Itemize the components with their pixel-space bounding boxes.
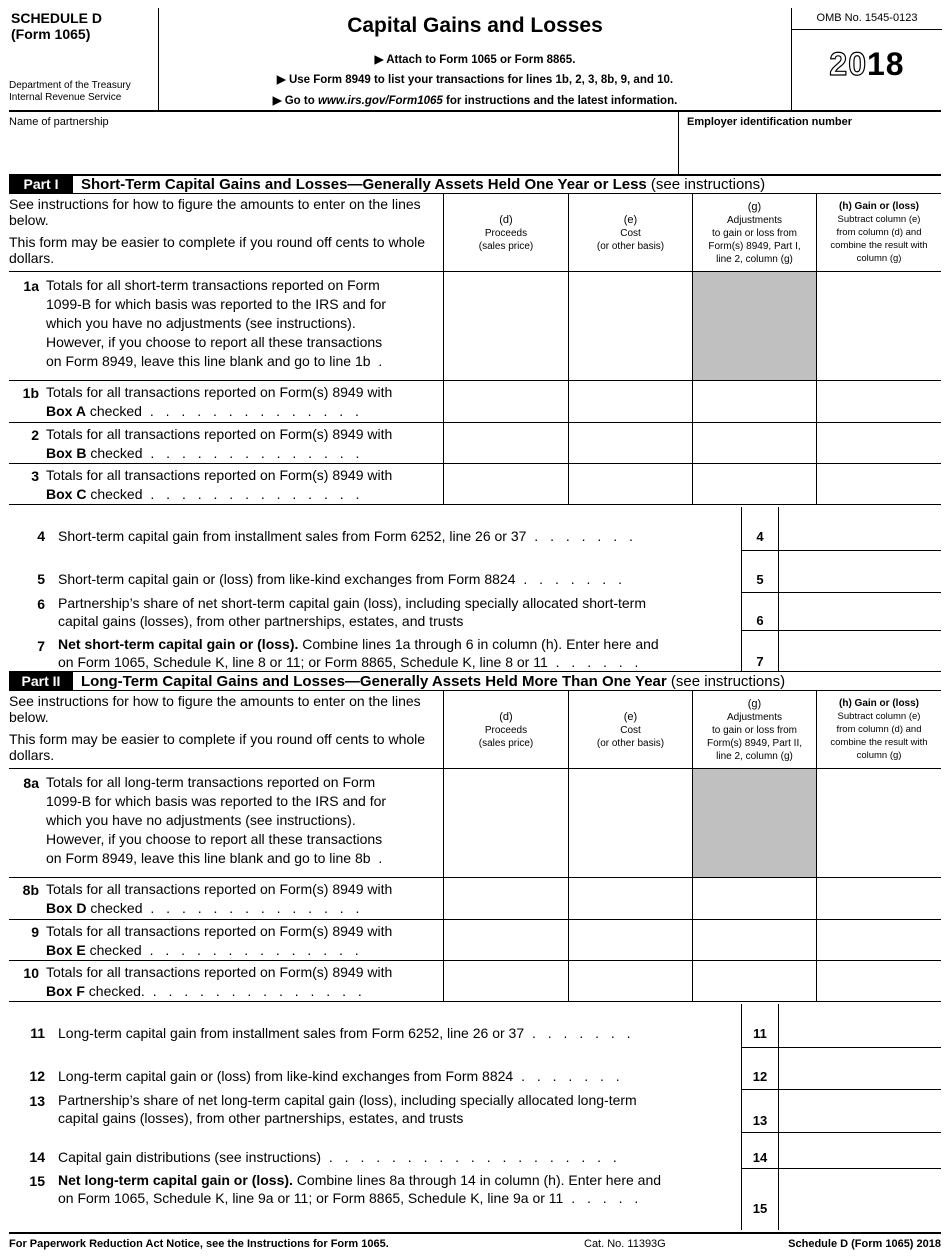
- desc-line: 1099-B for which basis was reported to the IRS and for: [46, 296, 387, 312]
- line-9-proceeds-field[interactable]: [443, 920, 568, 960]
- line-number: 10: [23, 965, 39, 981]
- line-1a-adjustments-shaded: [692, 272, 816, 380]
- line-8a-gain-field[interactable]: [816, 769, 941, 877]
- form-title: Capital Gains and Losses: [347, 14, 603, 37]
- form-8949-instruction: ▶ Use Form 8949 to list your transactions for lines 1b, 2, 3, 8b, 9, and 10.: [276, 74, 674, 86]
- tax-year: [792, 46, 942, 83]
- partnership-name-field[interactable]: [9, 130, 678, 176]
- line-1b-cost-field[interactable]: [568, 381, 692, 422]
- part1-col-h: [816, 194, 941, 272]
- year-solid: 18: [867, 46, 905, 82]
- line-number: 4: [37, 528, 45, 544]
- line-5-row: [9, 551, 941, 593]
- line-14-description: [58, 1148, 748, 1166]
- schedule-id: [11, 10, 156, 42]
- desc-line: [58, 1171, 748, 1189]
- line-15-label-box: 15: [741, 1169, 779, 1230]
- line-number: 8b: [22, 882, 39, 898]
- desc-text: Long-term capital gain from installment sales from Form 6252, line 26 or 37: [58, 1025, 525, 1041]
- line-3-adjustments-field[interactable]: [692, 464, 816, 504]
- line-14-amount-field[interactable]: [779, 1133, 941, 1169]
- desc-text: on Form 1065, Schedule K, line 8 or 11; or Form 8865, Schedule K, line 8 or 11: [58, 654, 548, 670]
- line-1a-description: [46, 276, 438, 371]
- box-label: Box A: [46, 403, 86, 419]
- desc-line: [58, 1189, 748, 1207]
- desc-line: Totals for all transactions reported on Form(s) 8949 with: [46, 467, 393, 483]
- desc-line: [58, 653, 748, 671]
- ein-field[interactable]: [679, 130, 942, 176]
- leader-dots: . . . . . . . . . . . . . . . . . . .: [321, 1149, 621, 1165]
- line-3-gain-field[interactable]: [816, 464, 941, 504]
- line-13-description: [58, 1091, 748, 1127]
- part1-title-note: (see instructions): [646, 176, 766, 193]
- desc-text: Combine lines 8a through 14 in column (h). Enter here and: [292, 1172, 662, 1188]
- line-3-cost-field[interactable]: [568, 464, 692, 504]
- col-d-title: (d): [499, 213, 513, 226]
- line-4-description: [58, 527, 748, 545]
- col-h-sub4: column (g): [856, 750, 902, 761]
- part2-header: [9, 671, 941, 691]
- agency: [9, 80, 159, 104]
- col-d-sub1: Proceeds: [484, 724, 528, 736]
- form-header: [9, 8, 941, 112]
- col-h-title: (h) Gain or (loss): [839, 698, 919, 709]
- line-1a-proceeds-field[interactable]: [443, 272, 568, 380]
- col-h-sub4: column (g): [856, 253, 902, 264]
- line-15-row: [9, 1169, 941, 1230]
- col-h-sub3: combine the result with: [830, 240, 928, 251]
- line-8a-cost-field[interactable]: [568, 769, 692, 877]
- col-e-sub2: (or other basis): [596, 737, 665, 749]
- line-1b-row: [9, 381, 941, 423]
- line-10-cost-field[interactable]: [568, 961, 692, 1001]
- col-g-sub1: Adjustments: [726, 214, 783, 226]
- col-g-sub2: to gain or loss from: [711, 724, 798, 736]
- line-10-description: [46, 963, 438, 1001]
- part1-title-bold: Short-Term Capital Gains and Losses—Generally Assets Held One Year or Less: [81, 176, 647, 193]
- part1-instructions: [9, 196, 437, 272]
- desc-line: [58, 635, 748, 653]
- part1-badge: Part I: [9, 175, 73, 194]
- box-label: Box C: [46, 486, 87, 502]
- line-1b-proceeds-field[interactable]: [443, 381, 568, 422]
- line-2-gain-field[interactable]: [816, 423, 941, 463]
- line-10-adjustments-field[interactable]: [692, 961, 816, 1001]
- line-2-adjustments-field[interactable]: [692, 423, 816, 463]
- leader-dots: . . . . . . .: [515, 571, 626, 587]
- line-1a-cost-field[interactable]: [568, 272, 692, 380]
- leader-dots: . . . . . . .: [513, 1068, 624, 1084]
- line-4-row: [9, 507, 941, 551]
- part1-header: [9, 174, 941, 194]
- col-h-title: (h) Gain or (loss): [839, 201, 919, 212]
- col-h-sub1: Subtract column (e): [837, 711, 921, 722]
- form-id-block: [9, 8, 159, 112]
- desc-line: capital gains (losses), from other partnerships, estates, and trusts: [58, 613, 464, 629]
- part2-instructions: [9, 693, 437, 769]
- line-number: 2: [31, 427, 39, 443]
- schedule-name: SCHEDULE D: [11, 10, 103, 26]
- line-8b-description: [46, 880, 438, 918]
- line-8b-cost-field[interactable]: [568, 878, 692, 919]
- line-11-description: [58, 1024, 748, 1042]
- desc-text: checked: [86, 486, 143, 502]
- desc-line: [46, 485, 438, 504]
- col-g-sub3: Form(s) 8949, Part I,: [708, 240, 801, 252]
- desc-line: 1099-B for which basis was reported to the IRS and for: [46, 793, 387, 809]
- desc-text: Short-term capital gain or (loss) from like-kind exchanges from Form 8824: [58, 571, 516, 587]
- line-number: 5: [37, 571, 45, 587]
- line-7-description: [58, 635, 748, 671]
- line-8b-proceeds-field[interactable]: [443, 878, 568, 919]
- desc-line: Partnership’s share of net long-term capital gain (loss), including specially allocated long-term: [58, 1092, 637, 1108]
- leader-dots: . . . . . . . . . . . . . .: [141, 403, 363, 419]
- leader-dots: . . . . .: [563, 1190, 643, 1206]
- line-number: 15: [29, 1173, 45, 1189]
- line-13-row: [9, 1090, 941, 1133]
- line-12-description: [58, 1067, 748, 1085]
- line-9-gain-field[interactable]: [816, 920, 941, 960]
- line-1b-adjustments-field[interactable]: [692, 381, 816, 422]
- line-1b-description: [46, 383, 438, 421]
- website-post: for instructions and the latest information.: [442, 95, 678, 107]
- line-8a-row: [9, 769, 941, 878]
- col-d-title: (d): [499, 710, 513, 723]
- part2-title-note: (see instructions): [666, 673, 786, 690]
- line-9-row: [9, 920, 941, 961]
- desc-bold: Net long-term capital gain or (loss).: [58, 1172, 293, 1188]
- line-1a-row: [9, 272, 941, 381]
- ein-label: Employer identification number: [687, 116, 853, 128]
- partnership-name-label: Name of partnership: [9, 116, 109, 128]
- ein-block: [678, 112, 941, 176]
- desc-line: Totals for all transactions reported on Form(s) 8949 with: [46, 426, 393, 442]
- form-number: (Form 1065): [11, 26, 91, 42]
- part2-instr-1: See instructions for how to figure the amounts to enter on the lines below.: [9, 693, 421, 725]
- line-6-row: [9, 593, 941, 631]
- part1-column-headings: [9, 194, 941, 272]
- line-10-proceeds-field[interactable]: [443, 961, 568, 1001]
- part1-instr-2: This form may be easier to complete if you round off cents to whole dollars.: [9, 234, 426, 266]
- part1-col-d: [443, 194, 568, 272]
- line-number: 6: [37, 596, 45, 612]
- line-2-description: [46, 425, 438, 463]
- part2-badge: Part II: [9, 672, 73, 691]
- line-number: 9: [31, 924, 39, 940]
- line-6-description: [58, 594, 748, 630]
- form-footer-id: Schedule D (Form 1065) 2018: [788, 1238, 941, 1250]
- line-7-label-box: 7: [741, 631, 779, 671]
- year-outline: 20: [829, 46, 867, 82]
- col-h-sub2: from column (d) and: [836, 227, 922, 238]
- line-number: 7: [37, 638, 45, 654]
- col-d-sub2: (sales price): [478, 737, 534, 749]
- part2-title-bold: Long-Term Capital Gains and Losses—Generally Assets Held More Than One Year: [81, 673, 667, 690]
- desc-line: Totals for all transactions reported on Form(s) 8949 with: [46, 923, 393, 939]
- part2-col-h: [816, 691, 941, 769]
- col-g-sub1: Adjustments: [726, 711, 783, 723]
- website-link[interactable]: www.irs.gov/Form1065: [317, 95, 443, 107]
- desc-text: Long-term capital gain or (loss) from like-kind exchanges from Form 8824: [58, 1068, 514, 1084]
- part1-instr-1: See instructions for how to figure the amounts to enter on the lines below.: [9, 196, 421, 228]
- line-3-row: [9, 464, 941, 505]
- line-9-description: [46, 922, 438, 960]
- desc-line: Totals for all transactions reported on Form(s) 8949 with: [46, 384, 393, 400]
- line-8a-proceeds-field[interactable]: [443, 769, 568, 877]
- line-5-amount-field[interactable]: [779, 551, 941, 593]
- line-3-description: [46, 466, 438, 504]
- agency-irs: Internal Revenue Service: [9, 92, 122, 103]
- desc-line: [46, 899, 438, 918]
- desc-text: checked: [86, 445, 143, 461]
- line-6-label-box: 6: [741, 593, 779, 631]
- desc-text: on Form 1065, Schedule K, line 9a or 11; or Form 8865, Schedule K, line 9a or 11: [58, 1190, 564, 1206]
- line-12-row: [9, 1048, 941, 1090]
- catalog-number: Cat. No. 11393G: [584, 1238, 666, 1250]
- desc-line: Totals for all transactions reported on Form(s) 8949 with: [46, 881, 393, 897]
- omb-year-block: [791, 8, 941, 112]
- line-number: 12: [29, 1068, 45, 1084]
- line-1b-gain-field[interactable]: [816, 381, 941, 422]
- line-8a-adjustments-shaded: [692, 769, 816, 877]
- line-14-label-box: 14: [741, 1133, 779, 1169]
- desc-line: [46, 352, 438, 371]
- line-number: 14: [29, 1149, 45, 1165]
- desc-text: Capital gain distributions (see instructions): [58, 1149, 322, 1165]
- desc-line: [46, 849, 438, 868]
- line-5-label-box: 5: [741, 551, 779, 593]
- leader-dots: . . . . . .: [547, 654, 643, 670]
- desc-line: [46, 444, 438, 463]
- identification-row: [9, 112, 941, 176]
- part2-col-g: [692, 691, 816, 769]
- line-8b-gain-field[interactable]: [816, 878, 941, 919]
- desc-line: However, if you choose to report all these transactions: [46, 334, 383, 350]
- desc-line: [46, 982, 438, 1001]
- leader-dots: . . . . . . .: [524, 1025, 635, 1041]
- line-9-adjustments-field[interactable]: [692, 920, 816, 960]
- line-10-gain-field[interactable]: [816, 961, 941, 1001]
- line-1a-gain-field[interactable]: [816, 272, 941, 380]
- desc-line: [46, 402, 438, 421]
- col-g-sub4: line 2, column (g): [716, 750, 793, 762]
- desc-text: on Form 8949, leave this line blank and go to line 1b: [46, 353, 371, 369]
- desc-text: checked: [85, 942, 142, 958]
- desc-text: checked: [86, 900, 143, 916]
- line-number: 1a: [23, 278, 39, 294]
- line-8a-description: [46, 773, 438, 868]
- desc-line: Totals for all transactions reported on Form(s) 8949 with: [46, 964, 393, 980]
- line-11-row: [9, 1004, 941, 1048]
- line-15-amount-field[interactable]: [779, 1169, 941, 1230]
- desc-line: capital gains (losses), from other partnerships, estates, and trusts: [58, 1110, 464, 1126]
- form-title-block: [159, 8, 791, 112]
- desc-text: Combine lines 1a through 6 in column (h). Enter here and: [298, 636, 659, 652]
- col-g-sub4: line 2, column (g): [716, 253, 793, 265]
- form-footer: [9, 1232, 941, 1252]
- leader-dots: . . . . . . .: [526, 528, 637, 544]
- box-label: Box E: [46, 942, 86, 958]
- col-h-sub1: Subtract column (e): [837, 214, 921, 225]
- col-e-title: (e): [623, 710, 638, 723]
- part2-column-headings: [9, 691, 941, 769]
- col-h-sub2: from column (d) and: [836, 724, 922, 735]
- col-g-title: (g): [747, 697, 762, 710]
- desc-line: Partnership’s share of net short-term capital gain (loss), including specially allocated short-term: [58, 595, 647, 611]
- line-4-amount-field[interactable]: [779, 507, 941, 551]
- part2-col-d: [443, 691, 568, 769]
- desc-line: Totals for all long-term transactions reported on Form: [46, 774, 376, 790]
- line-number: 3: [31, 468, 39, 484]
- omb-number: OMB No. 1545-0123: [792, 12, 942, 30]
- line-8b-row: [9, 878, 941, 920]
- line-6-amount-field[interactable]: [779, 593, 941, 631]
- part2-title: [81, 673, 785, 690]
- line-4-label-box: 4: [741, 507, 779, 551]
- line-3-proceeds-field[interactable]: [443, 464, 568, 504]
- col-d-sub2: (sales price): [478, 240, 534, 252]
- line-11-label-box: 11: [741, 1004, 779, 1048]
- line-12-label-box: 12: [741, 1048, 779, 1090]
- box-label: Box D: [46, 900, 87, 916]
- line-number: 13: [29, 1093, 45, 1109]
- desc-line: which you have no adjustments (see instructions).: [46, 812, 356, 828]
- col-g-sub2: to gain or loss from: [711, 227, 798, 239]
- line-14-row: [9, 1133, 941, 1169]
- col-g-sub3: Form(s) 8949, Part II,: [706, 737, 803, 749]
- desc-line: which you have no adjustments (see instructions).: [46, 315, 356, 331]
- desc-text: checked: [85, 403, 142, 419]
- part1-col-g: [692, 194, 816, 272]
- desc-line: However, if you choose to report all these transactions: [46, 831, 383, 847]
- part2-col-e: [568, 691, 692, 769]
- col-e-title: (e): [623, 213, 638, 226]
- desc-text: on Form 8949, leave this line blank and go to line 8b: [46, 850, 371, 866]
- line-number: 11: [30, 1025, 45, 1041]
- line-9-cost-field[interactable]: [568, 920, 692, 960]
- desc-text: checked.: [84, 983, 145, 999]
- col-h-sub3: combine the result with: [830, 737, 928, 748]
- website-pre: ▶ Go to: [272, 95, 318, 107]
- desc-line: Totals for all short-term transactions reported on Form: [46, 277, 380, 293]
- leader-dots: . . . . . . . . . . . . . .: [142, 445, 364, 461]
- leader-dots: . . . . . . . . . . . . . .: [141, 942, 363, 958]
- col-e-sub2: (or other basis): [596, 240, 665, 252]
- line-7-row: [9, 631, 941, 671]
- leader-dots: .: [370, 353, 387, 369]
- leader-dots: . . . . . . . . . . . . . .: [142, 486, 364, 502]
- leader-dots: . . . . . . . . . . . . . .: [142, 900, 364, 916]
- website-instruction: [159, 93, 791, 107]
- line-number: 1b: [22, 385, 39, 401]
- line-15-description: [58, 1171, 748, 1207]
- line-11-amount-field[interactable]: [779, 1004, 941, 1048]
- box-label: Box F: [46, 983, 85, 999]
- col-e-sub1: Cost: [620, 227, 641, 239]
- line-10-row: [9, 961, 941, 1002]
- line-13-amount-field[interactable]: [779, 1090, 941, 1133]
- line-2-row: [9, 423, 941, 464]
- part1-title: [81, 176, 765, 193]
- line-2-proceeds-field[interactable]: [443, 423, 568, 463]
- paperwork-notice: For Paperwork Reduction Act Notice, see the Instructions for Form 1065.: [9, 1238, 389, 1250]
- line-7-amount-field[interactable]: [779, 631, 941, 671]
- col-d-sub1: Proceeds: [484, 227, 528, 239]
- col-e-sub1: Cost: [620, 724, 641, 736]
- col-g-title: (g): [747, 200, 762, 213]
- part1-col-e: [568, 194, 692, 272]
- leader-dots: .: [370, 850, 387, 866]
- line-2-cost-field[interactable]: [568, 423, 692, 463]
- leader-dots: . . . . . . . . . . . . . .: [144, 983, 366, 999]
- box-label: Box B: [46, 445, 87, 461]
- desc-bold: Net short-term capital gain or (loss).: [58, 636, 299, 652]
- agency-dept: Department of the Treasury: [9, 80, 131, 91]
- line-5-description: [58, 570, 748, 588]
- line-number: 8a: [23, 775, 39, 791]
- part2-instr-2: This form may be easier to complete if you round off cents to whole dollars.: [9, 731, 426, 763]
- line-12-amount-field[interactable]: [779, 1048, 941, 1090]
- attach-instruction: ▶ Attach to Form 1065 or Form 8865.: [374, 54, 576, 66]
- desc-line: [46, 941, 438, 960]
- desc-text: Short-term capital gain from installment sales from Form 6252, line 26 or 37: [58, 528, 527, 544]
- schedule-d-form: [9, 8, 941, 1254]
- line-13-label-box: 13: [741, 1090, 779, 1133]
- line-8b-adjustments-field[interactable]: [692, 878, 816, 919]
